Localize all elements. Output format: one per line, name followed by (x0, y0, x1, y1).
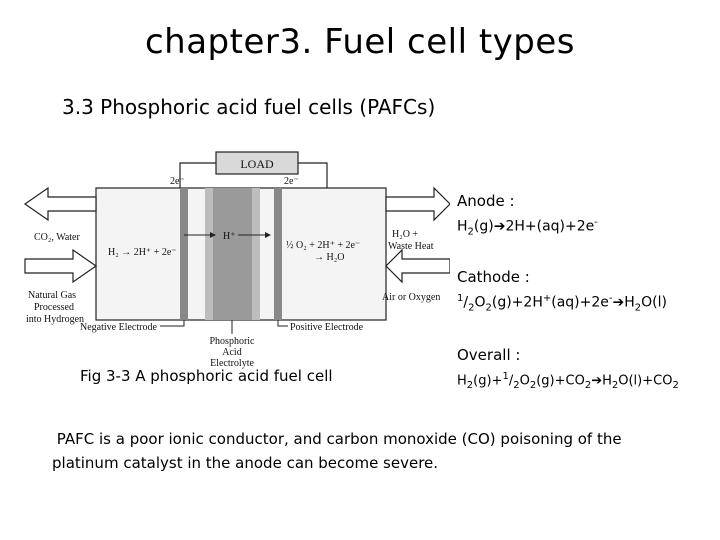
cathode-reaction-label-2: → H₂O (314, 252, 345, 263)
slide-title: chapter3. Fuel cell types (144, 22, 576, 62)
electrolyte-label-1: Phosphoric (209, 336, 255, 347)
electrolyte-label-2: Acid (222, 347, 242, 358)
anode-reaction-label: H₂ → 2H⁺ + 2e⁻ (108, 247, 177, 258)
co2-water-label: CO₂, Water (34, 232, 80, 243)
natural-gas-label-1: Natural Gas (28, 290, 77, 301)
electron-left-label: 2e⁻ (170, 176, 185, 187)
anode-equation: $H_2(g)➔2H+(aq)+2e^-$ (457, 217, 598, 238)
cathode-block (457, 266, 667, 319)
anode-heading: Anode : (457, 192, 515, 210)
cathode-equation: $^1/_2O_2(g)+2H^+(aq)+2e^-➔H_2O(l)$ (457, 293, 667, 314)
overall-heading: Overall : (457, 346, 521, 364)
h2o-waste-arrow (386, 188, 450, 220)
overall-block (457, 344, 679, 397)
hplus-label: H⁺ (223, 231, 236, 242)
cathode-reaction-label-1: ½ O₂ + 2H⁺ + 2e⁻ (286, 240, 361, 251)
electrolyte-label-3: Electrolyte (210, 358, 254, 369)
anode-block (457, 190, 598, 243)
natural-gas-label-2: Processed (34, 302, 74, 313)
co2-water-arrow (25, 188, 96, 220)
figure-caption: Fig 3-3 A phosphoric acid fuel cell (80, 367, 333, 385)
h2o-waste-label-2: Waste Heat (388, 241, 434, 252)
slide-subtitle: 3.3 Phosphoric acid fuel cells (PAFCs) (62, 95, 436, 119)
electron-right-label: 2e⁻ (284, 176, 299, 187)
pafc-note: PAFC is a poor ionic conductor, and carbon monoxide (CO) poisoning of the platinum catalyst in the anode can become severe. (52, 430, 622, 472)
positive-electrode-label: Positive Electrode (290, 322, 364, 333)
cathode-heading: Cathode : (457, 268, 530, 286)
h2o-waste-label-1: H₂O + (392, 229, 419, 240)
overall-equation: $H_2(g)+^1/_2O_2(g)+CO_2➔H_2O(l)+CO_2$ (457, 371, 679, 391)
load-label: LOAD (240, 157, 274, 171)
natural-gas-label-3: into Hydrogen (26, 314, 85, 325)
air-oxygen-label: Air or Oxygen (382, 292, 441, 303)
air-oxygen-arrow (386, 250, 450, 282)
pafc-diagram (20, 140, 450, 370)
negative-electrode (180, 188, 188, 320)
natural-gas-arrow (25, 250, 96, 282)
negative-electrode-label: Negative Electrode (80, 322, 157, 333)
positive-electrode (274, 188, 282, 320)
